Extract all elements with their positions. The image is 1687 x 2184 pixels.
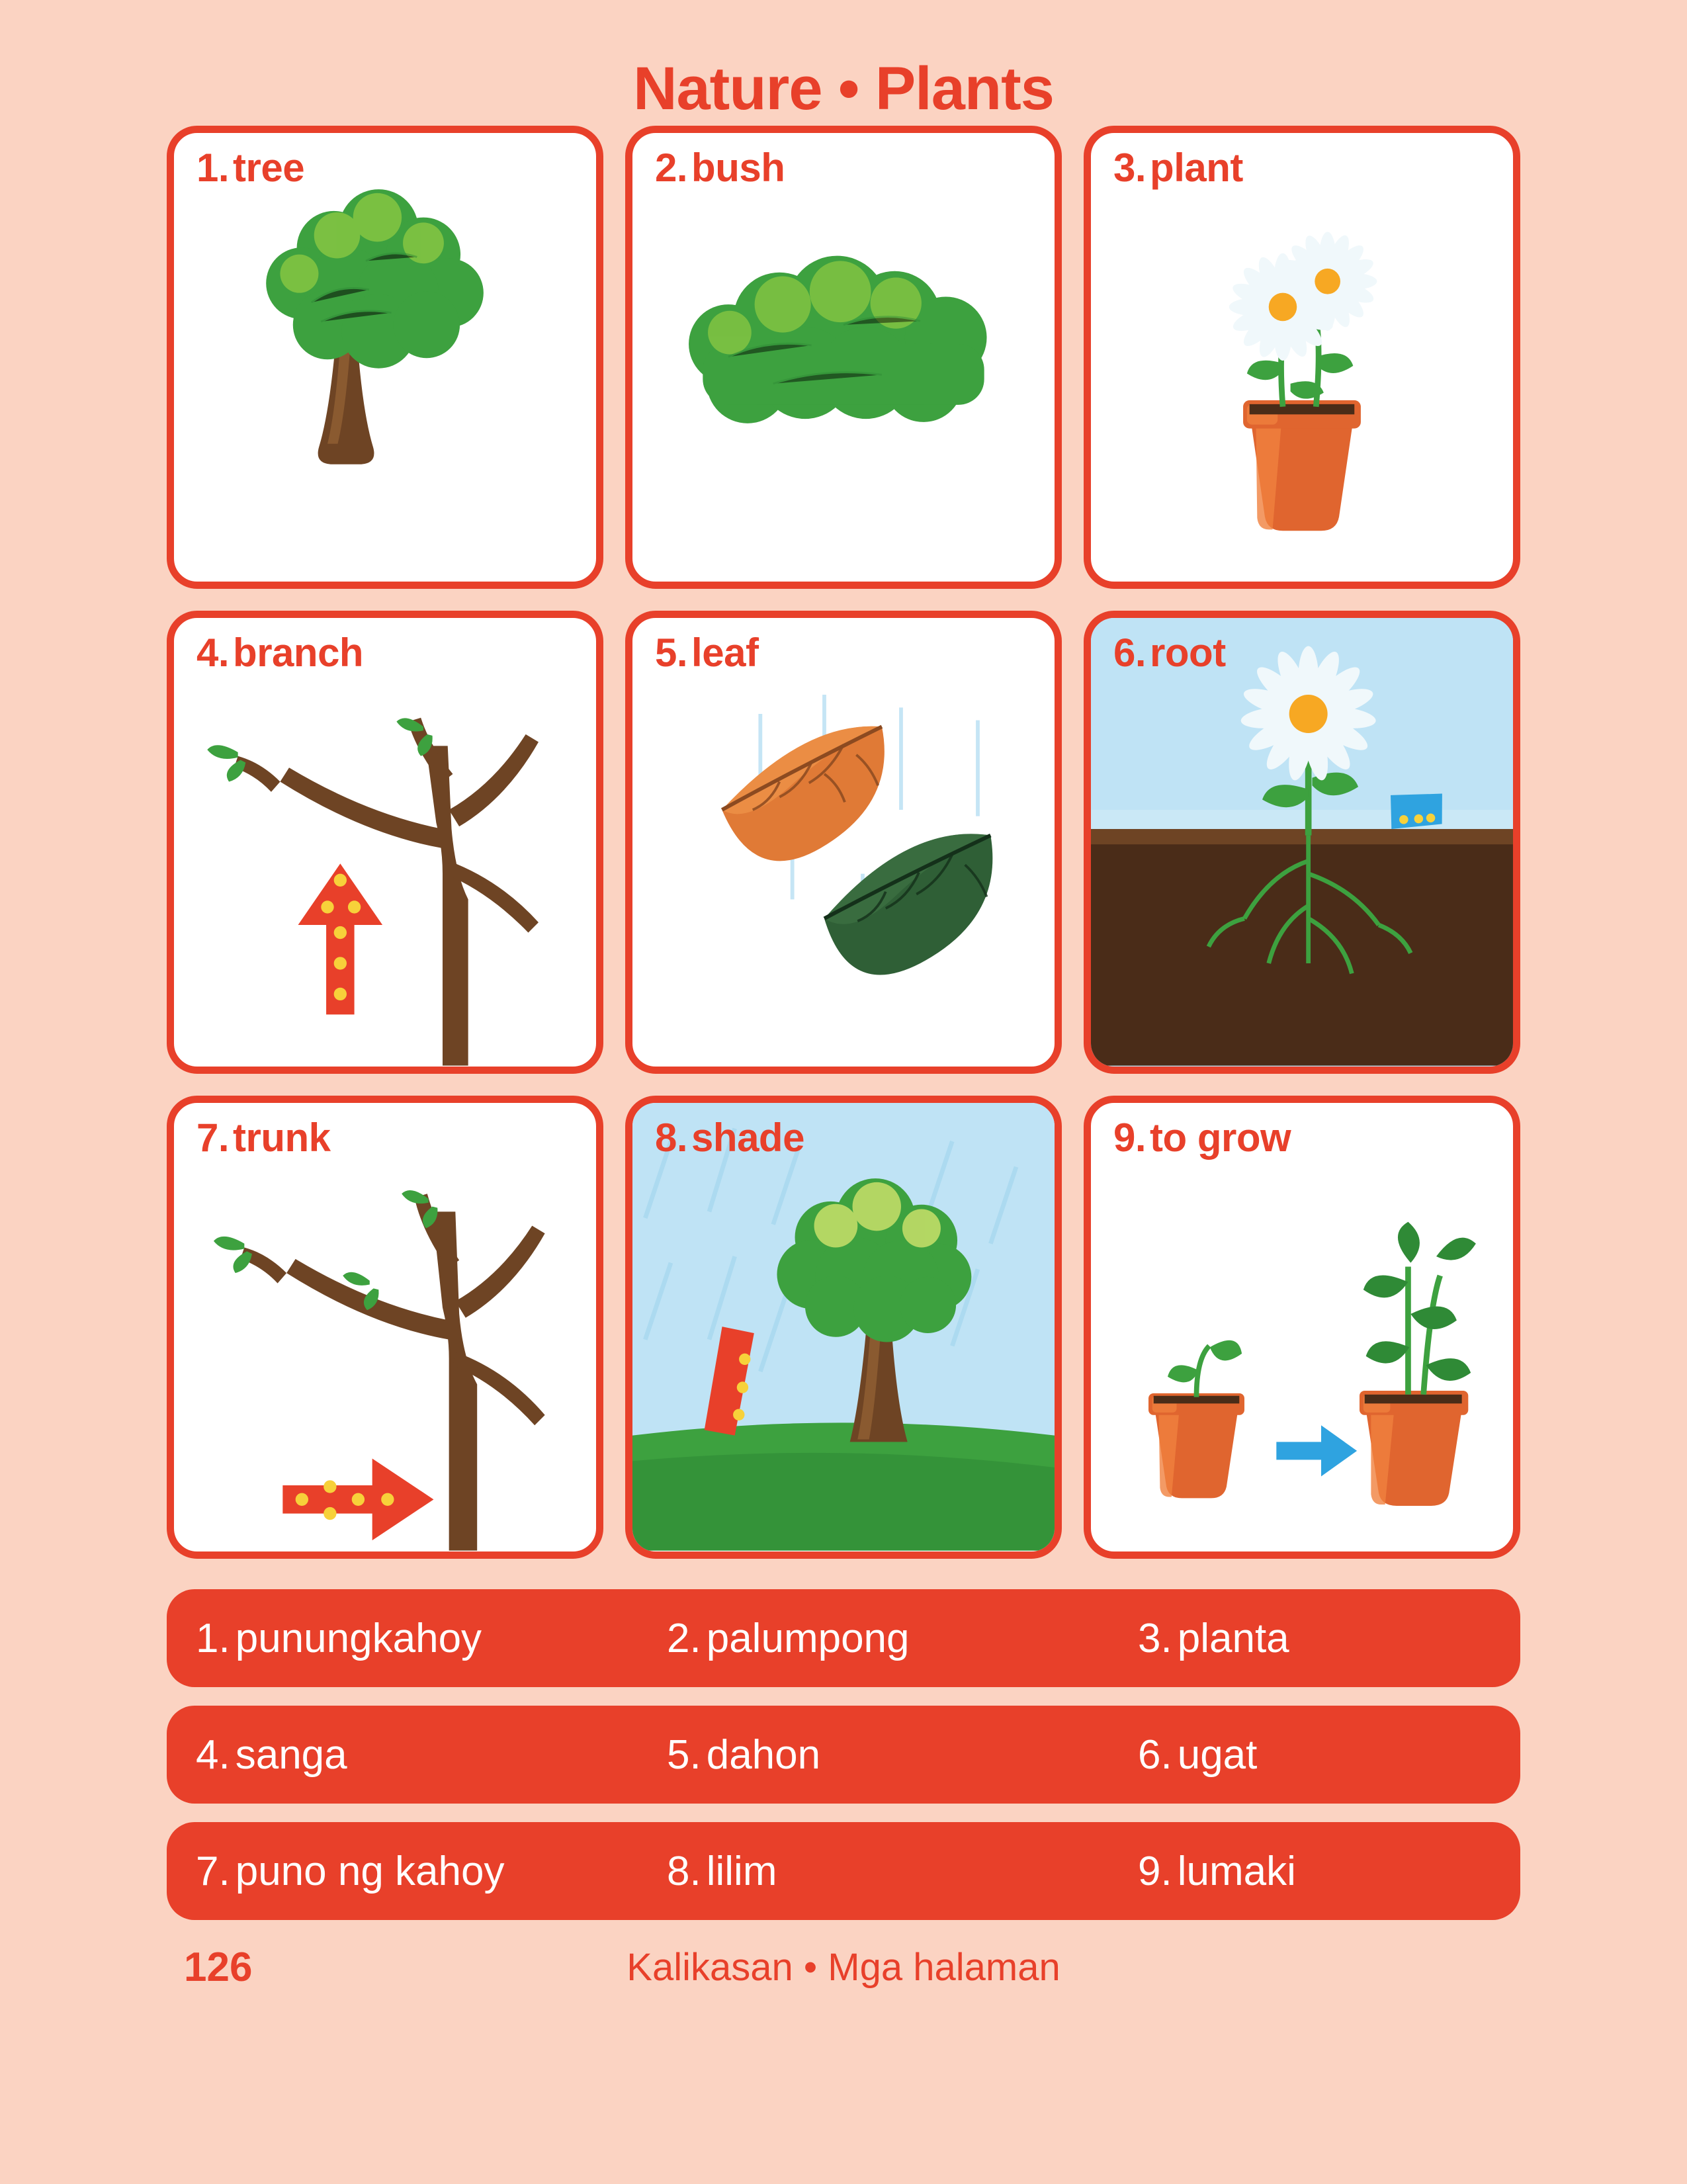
- card-number: 6.: [1113, 631, 1146, 675]
- card-label-trunk: [196, 1115, 331, 1160]
- flower-roots-underground-illustration: [1091, 618, 1513, 1066]
- card-word: to grow: [1150, 1115, 1291, 1160]
- card-word: shade: [691, 1115, 804, 1160]
- answer-row: [167, 1822, 1520, 1920]
- card-word: branch: [233, 631, 364, 675]
- card-word: trunk: [233, 1115, 331, 1160]
- dark-green-leaf: [824, 834, 992, 975]
- card-word: plant: [1150, 146, 1243, 190]
- card-label-tree: [196, 145, 304, 191]
- answer-number: 6.: [1138, 1731, 1172, 1778]
- right-arrow-marker: [282, 1458, 433, 1540]
- seedling-growth-illustration: [1091, 1103, 1513, 1551]
- card-number: 5.: [655, 631, 688, 675]
- vocab-card-to-grow[interactable]: [1084, 1096, 1520, 1559]
- card-label-shade: [655, 1115, 804, 1160]
- answer-item: [667, 1731, 1138, 1778]
- card-number: 2.: [655, 146, 688, 190]
- up-arrow-marker: [298, 863, 383, 1014]
- answer-text: planta: [1177, 1615, 1289, 1661]
- page-number: 126: [184, 1944, 253, 1990]
- vocab-card-root[interactable]: [1084, 611, 1520, 1074]
- answer-item: [667, 1848, 1138, 1895]
- answer-text: sanga: [235, 1731, 347, 1778]
- vocab-card-branch[interactable]: [167, 611, 603, 1074]
- answer-item: [196, 1848, 667, 1895]
- card-number: 3.: [1113, 146, 1146, 190]
- answer-number: 7.: [196, 1848, 230, 1894]
- card-number: 4.: [196, 631, 230, 675]
- two-leaves-illustration: [632, 618, 1055, 1066]
- card-label-bush: [655, 145, 785, 191]
- answer-number: 9.: [1138, 1848, 1172, 1894]
- card-word: root: [1150, 631, 1226, 675]
- vocabulary-card-grid: [167, 126, 1520, 1559]
- page-title: Nature • Plants: [633, 55, 1054, 122]
- answer-item: [1138, 1731, 1520, 1778]
- card-word: tree: [233, 146, 305, 190]
- answer-number: 8.: [667, 1848, 701, 1894]
- growth-arrow: [1276, 1425, 1357, 1476]
- card-number: 8.: [655, 1115, 688, 1160]
- card-label-to-grow: [1113, 1115, 1291, 1160]
- vocab-card-bush[interactable]: [625, 126, 1062, 589]
- answer-number: 1.: [196, 1615, 230, 1661]
- answer-item: [196, 1731, 667, 1778]
- card-number: 1.: [196, 146, 230, 190]
- answer-item: [196, 1615, 667, 1662]
- answer-number: 2.: [667, 1615, 701, 1661]
- footer-caption: Kalikasan • Mga halaman: [627, 1946, 1060, 1989]
- answer-text: puno ng kahoy: [235, 1848, 505, 1894]
- answer-text: punungkahoy: [235, 1615, 482, 1661]
- card-word: leaf: [691, 631, 759, 675]
- orange-leaf: [722, 726, 885, 861]
- vocab-card-trunk[interactable]: [167, 1096, 603, 1559]
- bare-tree-branch-arrow-illustration: [174, 618, 596, 1066]
- answer-text: lumaki: [1177, 1848, 1296, 1894]
- answer-text: dahon: [706, 1731, 821, 1778]
- page-footer: [167, 1939, 1520, 2011]
- vocab-card-shade[interactable]: [625, 1096, 1062, 1559]
- answer-item: [667, 1615, 1138, 1662]
- answer-text: palumpong: [706, 1615, 910, 1661]
- card-label-root: [1113, 630, 1226, 676]
- answer-item: [1138, 1848, 1520, 1895]
- tree-shade-illustration: [632, 1103, 1055, 1551]
- answer-row: [167, 1706, 1520, 1804]
- answer-number: 3.: [1138, 1615, 1172, 1661]
- card-word: bush: [691, 146, 785, 190]
- tree-illustration: [174, 133, 596, 581]
- answer-row: [167, 1589, 1520, 1687]
- potted-daisies-illustration: [1091, 133, 1513, 581]
- large-pot-plant: [1360, 1222, 1476, 1506]
- answer-number: 4.: [196, 1731, 230, 1778]
- small-pot-seedling: [1148, 1340, 1244, 1499]
- card-number: 7.: [196, 1115, 230, 1160]
- answer-text: lilim: [706, 1848, 777, 1894]
- card-number: 9.: [1113, 1115, 1146, 1160]
- answer-text: ugat: [1177, 1731, 1258, 1778]
- card-label-branch: [196, 630, 363, 676]
- answer-item: [1138, 1615, 1520, 1662]
- translation-answer-list: [167, 1589, 1520, 1920]
- answer-number: 5.: [667, 1731, 701, 1778]
- card-label-leaf: [655, 630, 758, 676]
- vocab-card-tree[interactable]: [167, 126, 603, 589]
- card-label-plant: [1113, 145, 1243, 191]
- bush-illustration: [632, 133, 1055, 581]
- bare-tree-trunk-arrow-illustration: [174, 1103, 596, 1551]
- vocab-card-plant[interactable]: [1084, 126, 1520, 589]
- vocab-card-leaf[interactable]: [625, 611, 1062, 1074]
